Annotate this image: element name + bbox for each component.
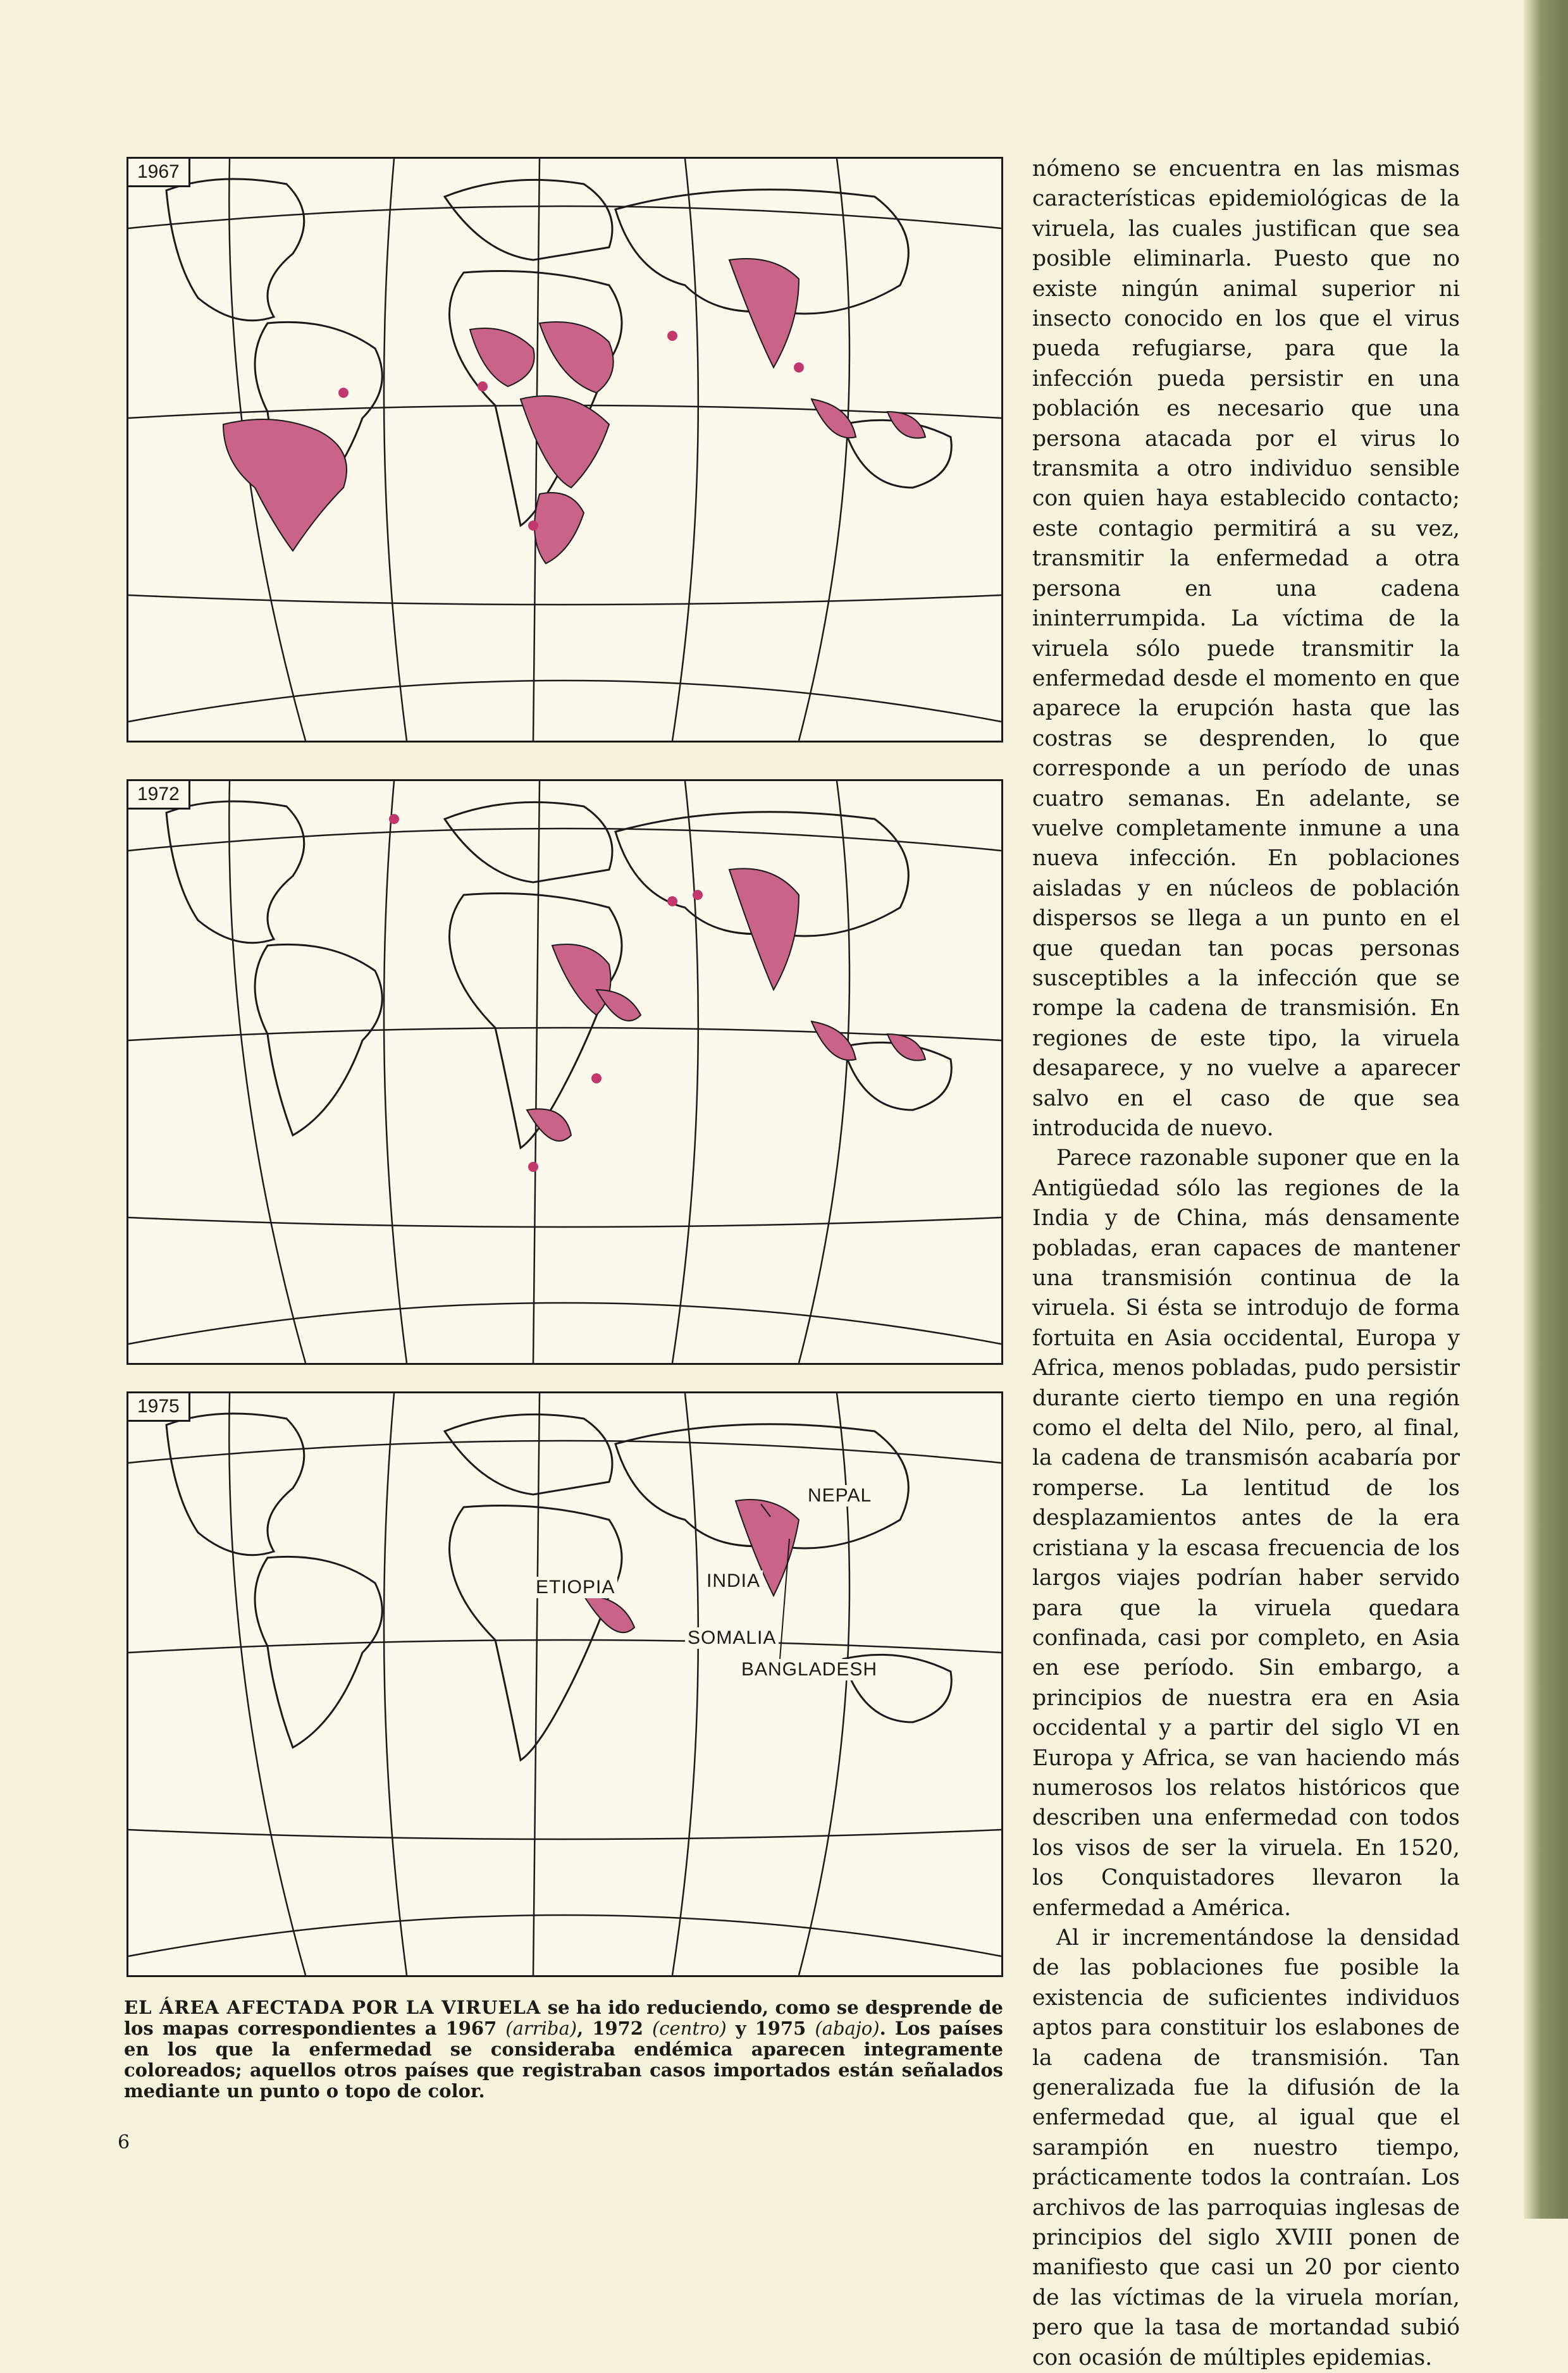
label-etiopia: ETIOPIA (533, 1577, 617, 1598)
world-map-1967 (128, 159, 1001, 741)
caption-em-3: (abajo) (815, 2018, 880, 2039)
page-number: 6 (118, 2131, 130, 2154)
caption-em-2: (centro) (651, 2018, 727, 2039)
caption-text-2: , 1972 (577, 2018, 652, 2039)
graticule (128, 1393, 1001, 1975)
label-india: INDIA (704, 1570, 763, 1592)
map-1975 (127, 1391, 1003, 1977)
map-year-label: 1975 (128, 1393, 190, 1422)
graticule (128, 781, 1001, 1363)
map-1972 (127, 779, 1003, 1365)
endemic-areas (584, 1500, 799, 1632)
caption-text-3: y 1975 (726, 2018, 815, 2039)
caption-text-1: se ha ido reduciendo, como se desprende de los mapas correspondientes a 1967 (124, 1997, 1003, 2039)
endemic-areas (527, 868, 925, 1141)
land-outlines (166, 801, 951, 1148)
caption-lead: EL ÁREA AFECTADA POR LA VIRUELA (124, 1997, 541, 2018)
label-somalia: SOMALIA (685, 1627, 779, 1649)
label-bangladesh: BANGLADESH (739, 1659, 880, 1680)
paragraph-2: Parece razonable suponer que en la Antigüedad sólo las regiones de la India y de China, más densamente pobladas, eran capaces de mantener una transmisión continua de la viruela. Si ésta se introdujo de forma fortuita en Asia occidental, Europa y Africa, menos pobladas, pudo persistir durante cierto tiempo en una región como el delta del Nilo, pero, al final, la cadena de transmisón acabaría por romperse. La lentitud de los desplazamientos antes de la era cristiana y la escasa frecuencia de los largos viajes podrían haber servido para que la viruela quedara confinada, casi por completo, en Asia en ese período. Sin embargo, a principios de nuestra era en Asia occidental y a partir del siglo VI en Europa y Africa, se van haciendo más numerosos los relatos históricos que describen una enfermedad con todos los visos de ser la viruela. En 1520, los Conquistadores llevaron la enfermedad a América. (1032, 1145, 1460, 1921)
world-map-1975 (128, 1393, 1001, 1975)
paragraph-1: nómeno se encuentra en las mismas características epidemiológicas de la viruela, las cuales justifican que sea posible eliminarla. Puesto que no existe ningún animal superior ni insecto conocido en los que el virus pueda refugiarse, para que la infección pueda persistir en una población es necesario que una persona atacada por el virus lo transmita a otro individuo sensible con quien haya establecido contacto; este contagio permitirá a su vez, transmitir la enfermedad a otra persona en una cadena ininterrumpida. La víctima de la viruela sólo puede transmitir la enfermedad desde el momento en que aparece la erupción hasta que las costras se desprenden, lo que corresponde a un período de unas cuatro semanas. En adelante, se vuelve completamente inmune a una nueva infección. En poblaciones aisladas y en núcleos de población dispersos se llega a un punto en el que quedan tan pocas personas susceptibles a la infección que se rompe la cadena de transmisión. En regiones de este tipo, la viruela desaparece, y no vuelve a aparecer salvo en el caso de que sea introducida de nuevo. (1032, 156, 1460, 1141)
article-column (1032, 154, 1460, 2373)
map-year-label: 1967 (128, 159, 190, 187)
caption-text-4: . Los países en los que la enfermedad se consideraba endémica aparecen integramente coloreados; aquellos otros países que registraban casos importados están señalados mediante un punto o topo de color. (124, 2018, 1003, 2102)
paragraph-3: Al ir incrementándose la densidad de las poblaciones fue posible la existencia de suficientes individuos aptos para constituir los eslabones de la cadena de transmisión. Tan generalizada fue la difusión de la enfermedad que, al igual que el sarampión en nuestro tiempo, prácticamente todos la contraían. Los archivos de las parroquias inglesas de principios del siglo XVIII ponen de manifiesto que casi un 20 por ciento de las víctimas de la viruela morían, pero que la tasa de mortandad subió con ocasión de múltiples epidemias. (1032, 1925, 1460, 2370)
map-1967 (127, 157, 1003, 743)
caption-em-1: (arriba) (505, 2018, 577, 2039)
map-year-label: 1972 (128, 781, 190, 810)
label-nepal: NEPAL (805, 1485, 874, 1507)
page-edge (1524, 0, 1568, 2219)
world-map-1972 (128, 781, 1001, 1363)
figure-caption (124, 1997, 1003, 2102)
endemic-areas (223, 259, 925, 564)
